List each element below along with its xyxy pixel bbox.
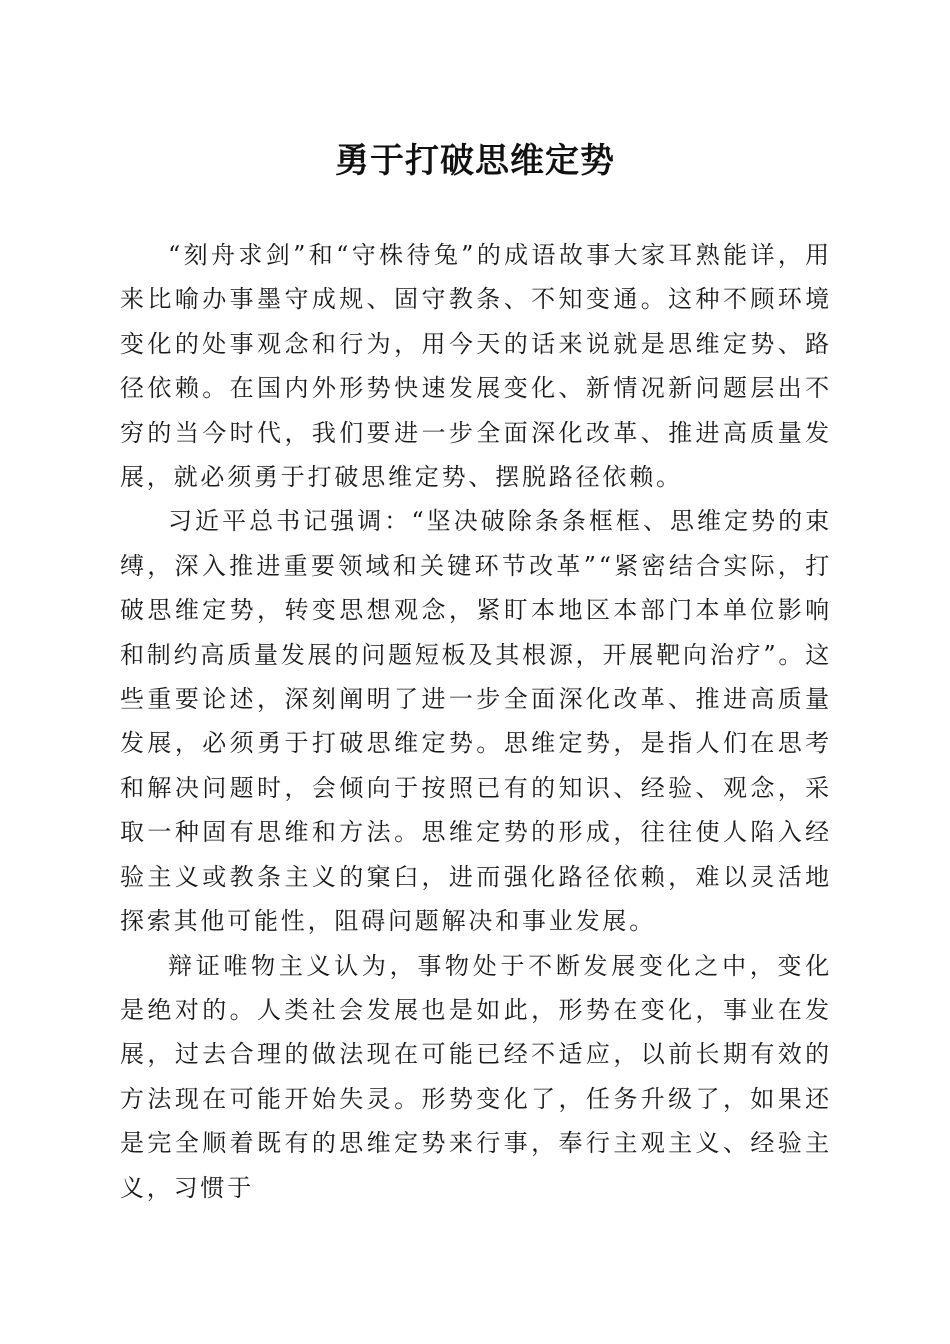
paragraph-3: 辩证唯物主义认为，事物处于不断发展变化之中，变化是绝对的。人类社会发展也是如此，形势在变化，事业在发展，过去合理的做法现在可能已经不适应，以前长期有效的方法现在可能开始失灵。形势变化了，任务升级了，如果还是完全顺着既有的思维定势来行事，奉行主观主义、经验主义，习惯于 [120, 951, 832, 1202]
paragraph-2: 习近平总书记强调：“坚决破除条条框框、思维定势的束缚，深入推进重要领域和关键环节改革”“紧密结合实际，打破思维定势，转变思想观念，紧盯本地区本部门本单位影响和制约高质量发展的问题短板及其根源，开展靶向治疗”。这些重要论述，深刻阐明了进一步全面深化改革、推进高质量发展，必须勇于打破思维定势。思维定势，是指人们在思考和解决问题时，会倾向于按照已有的知识、经验、观念，采取一种固有思维和方法。思维定势的形成，往往使人陷入经验主义或教条主义的窠臼，进而强化路径依赖，难以灵活地探索其他可能性，阻碍问题解决和事业发展。 [120, 507, 832, 936]
paragraph-1: “刻舟求剑”和“守株待兔”的成语故事大家耳熟能详，用来比喻办事墨守成规、固守教条、不知变通。这种不顾环境变化的处事观念和行为，用今天的话来说就是思维定势、路径依赖。在国内外形势快速发展变化、新情况新问题层出不穷的当今时代，我们要进一步全面深化改革、推进高质量发展，就必须勇于打破思维定势、摆脱路径依赖。 [120, 241, 832, 492]
document-body [120, 233, 832, 1210]
document-title: 勇于打破思维定势 [335, 141, 615, 181]
